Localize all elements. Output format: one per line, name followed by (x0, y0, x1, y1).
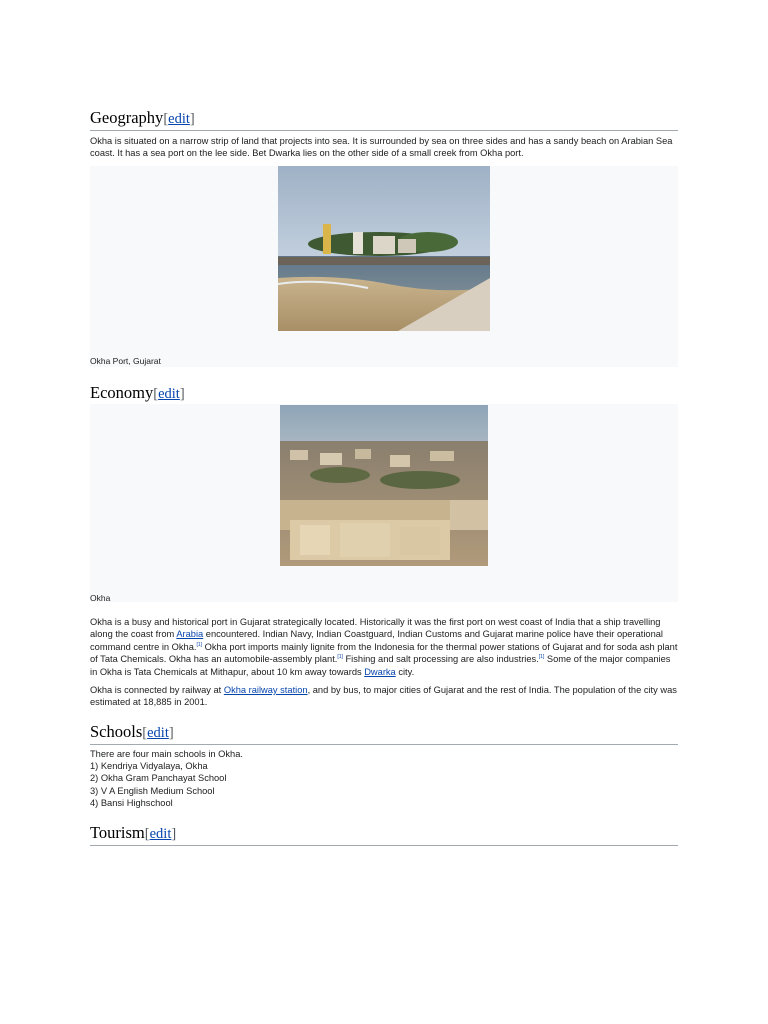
schools-list (90, 748, 243, 809)
reference-2[interactable]: [1] (337, 654, 343, 661)
reference-3[interactable]: [1] (538, 654, 545, 661)
heading-title: Tourism (90, 823, 145, 842)
text-run: Some of the major companies in Okha is Tata Chemicals at Mithapur, about 10 km away towards (90, 654, 671, 677)
text-run: , and by bus, to major cities of Gujarat and the rest of India. The population of the city was estimated at 18,885 in 2001. (90, 685, 677, 708)
section-heading-economy: Economy[edit] (90, 383, 678, 406)
okha-aerial-image[interactable] (280, 405, 488, 566)
okha-port-image[interactable] (278, 166, 490, 331)
text-run: Okha is a busy and historical port in Gujarat strategically located. Historically it was the first port on west coast of India that a ship travelling along the coast from (90, 617, 661, 640)
heading-title: Schools (90, 722, 143, 741)
reference-1[interactable]: [1] (196, 641, 203, 648)
economy-paragraph-1 (90, 616, 678, 678)
figure-okha-port (90, 166, 678, 367)
list-item: 2) Okha Gram Panchayat School (90, 773, 227, 784)
edit-link-schools[interactable]: edit (147, 725, 169, 741)
text-run: Okha port imports mainly lignite from the Indonesia for the thermal power stations of Gujarat and for soda ash plant of Tata Chemicals. Okha has an automobile-assembly plant. (90, 641, 678, 665)
heading-title: Economy (90, 383, 154, 402)
text-run: Fishing and salt processing are also industries. (342, 654, 539, 665)
link-dwarka[interactable]: Dwarka (364, 666, 396, 677)
list-item: 4) Bansi Highschool (90, 797, 173, 808)
section-heading-schools: Schools[edit] (90, 722, 678, 745)
edit-link-tourism[interactable]: edit (149, 826, 172, 842)
economy-paragraph-2 (90, 684, 678, 709)
geography-paragraph: Okha is situated on a narrow strip of land that projects into sea. It is surrounded by sea on three sides and has a sandy beach on Arabian Sea coast. It has a sea port on the lee side. Bet Dwarka lies on the other side of a small creek from Okha port. (90, 136, 673, 159)
text-run: Okha is connected by railway at (90, 685, 224, 695)
text-run: city. (395, 666, 415, 677)
list-item: 1) Kendriya Vidyalaya, Okha (90, 761, 208, 772)
section-heading-geography: Geography[edit] (90, 108, 678, 131)
figure-caption-okha: Okha (90, 593, 111, 603)
link-okha-railway-station[interactable]: Okha railway station (223, 685, 308, 695)
edit-link-geography[interactable]: edit (168, 111, 190, 127)
schools-intro: There are four main schools in Okha. (90, 749, 243, 759)
section-heading-tourism: Tourism[edit] (90, 823, 678, 846)
text-run: encountered. Indian Navy, Indian Coastguard, Indian Customs and Gujarat marine police have their operational command centre in Okha. (90, 629, 663, 652)
link-arabia[interactable]: Arabia (176, 629, 204, 640)
list-item: 3) V A English Medium School (90, 785, 215, 796)
heading-title: Geography (90, 108, 164, 127)
figure-okha (90, 404, 678, 602)
edit-link-economy[interactable]: edit (158, 386, 180, 402)
figure-caption-okha-port: Okha Port, Gujarat (90, 356, 161, 366)
